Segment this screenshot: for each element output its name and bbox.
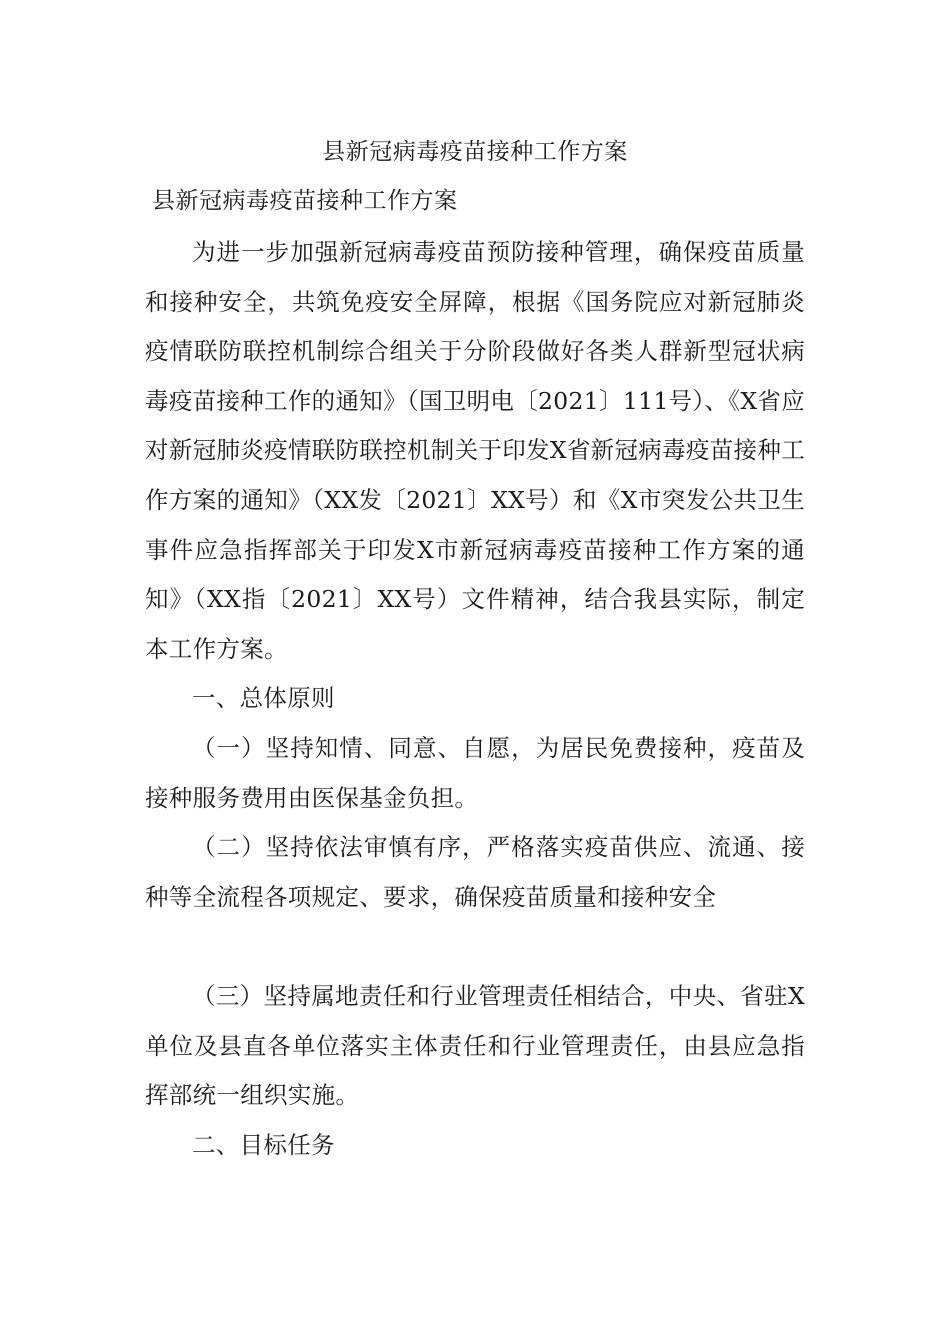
section-heading-principles: 一、总体原则 — [192, 684, 335, 713]
section-heading-tasks: 二、目标任务 — [192, 1130, 335, 1159]
principle-paragraph-2: （二）坚持依法审慎有序，严格落实疫苗供应、流通、接种等全流程各项规定、要求，确保疫苗质量和接种安全 — [145, 833, 805, 911]
principle-paragraph-3: （三）坚持属地责任和行业管理责任相结合，中央、省驻X单位及县直各单位落实主体责任和行业管理责任，由县应急指挥部统一组织实施。 — [145, 981, 805, 1110]
paragraph-gap — [145, 922, 805, 972]
page-subtitle: 县新冠病毒疫苗接种工作方案 — [152, 188, 458, 214]
intro-paragraph: 为进一步加强新冠病毒疫苗预防接种管理，确保疫苗质量和接种安全，共筑免疫安全屏障，根据《国务院应对新冠肺炎疫情联防联控机制综合组关于分阶段做好各类人群新型冠状病毒疫苗接种工作的通知》（国卫明电〔2021〕111号）、《X省应对新冠肺炎疫情联防联控机制关于印发X省新冠病毒疫苗接种工作方案的通知》（XX发〔2021〕XX号）和《X市突发公共卫生事件应急指挥部关于印发X市新冠病毒疫苗接种工作方案的通知》（XX指〔2021〕XX号）文件精神，结合我县实际，制定本工作方案。 — [145, 238, 805, 663]
document-body — [145, 228, 805, 1170]
page-title: 县新冠病毒疫苗接种工作方案 — [322, 139, 628, 165]
principle-paragraph-1: （一）坚持知情、同意、自愿，为居民免费接种，疫苗及接种服务费用由医保基金负担。 — [145, 733, 805, 812]
